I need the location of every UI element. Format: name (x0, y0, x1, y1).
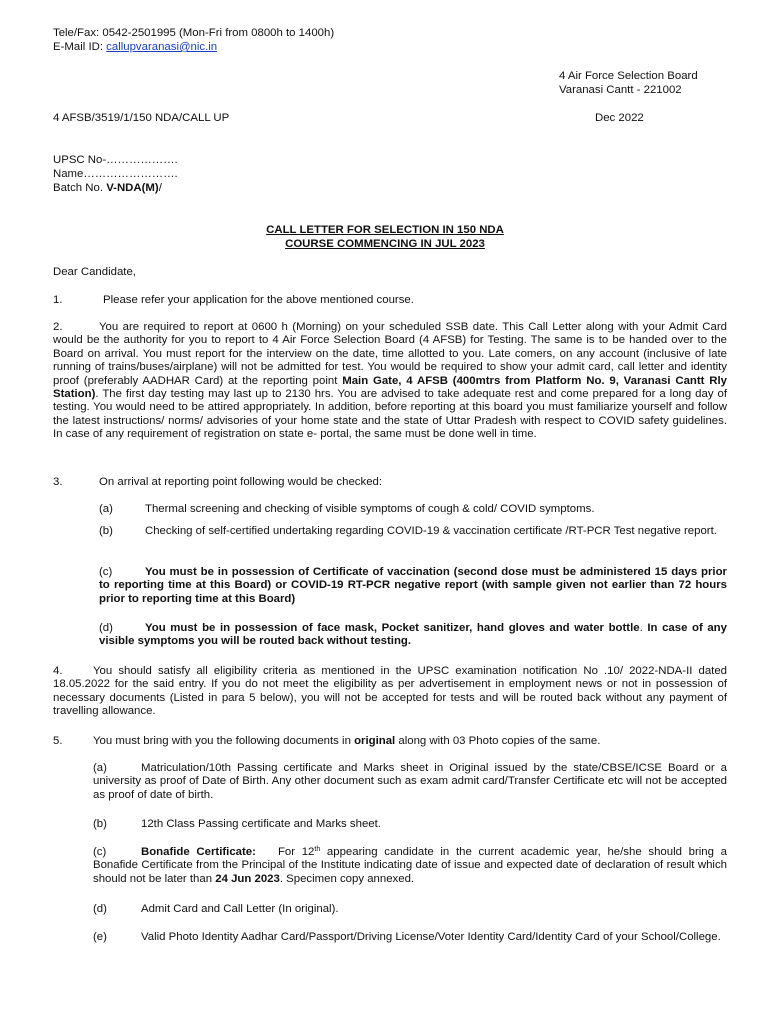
para-5b-number: (b) (93, 818, 107, 830)
para-5-number: 5. (53, 735, 63, 747)
para-3a-number: (a) (99, 503, 113, 515)
para-3d (99, 622, 727, 649)
para-5e-text: Valid Photo Identity Aadhar Card/Passport/Driving License/Voter Identity Card/Identity Card of your School/College. (141, 931, 721, 943)
para-5d-number: (d) (93, 903, 107, 915)
para-3b (99, 525, 727, 538)
para-5 (53, 735, 600, 748)
para-3-number: 3. (53, 476, 63, 488)
batch-label: Batch No. (53, 182, 107, 194)
para-2-text: You are required to report at 0600 h (Morning) on your scheduled SSB date. This Call Letter along with your Admit Card would be the authority for you to report to 4 Air Force Selection Board (4 AFSB) for Testing. The same is to be handed over to the Board on arrival. You must report for the interview on the date, time allotted to you. Late comers, on any account (inclusive of late running of trains/buses/airplane) will not be admitted for test. You would be required to show your admit card, call letter and identity proof (preferably AADHAR Card) at the reporting point (53, 321, 727, 387)
para-1-number: 1. (53, 294, 63, 306)
para-5b (93, 818, 381, 831)
salutation: Dear Candidate, (53, 266, 136, 278)
para-5e-number: (e) (93, 931, 107, 943)
para-3d-warning: In case of any visible symptoms you will be routed back without testing. (99, 622, 727, 648)
para-5c (93, 846, 727, 886)
para-5c-heading: Bonafide Certificate: (141, 846, 256, 858)
para-5d (93, 903, 339, 916)
para-1 (53, 294, 414, 307)
para-5d-text: Admit Card and Call Letter (In original). (141, 903, 339, 915)
name-field: Name……………………. (53, 168, 178, 180)
para-5c-text-end: . Specimen copy annexed. (279, 872, 415, 885)
para-5-text: You must bring with you the following documents in (93, 735, 355, 747)
para-1-text: Please refer your application for the above mentioned course. (103, 294, 414, 306)
para-3c-text: You must be in possession of Certificate of vaccination (second dose must be administered 15 days prior to reporting time at this Board) or COVID-19 RT-PCR negative report (with sample given not earlier than 72 hours prior to reporting time at this Board) (99, 566, 727, 605)
reference-number: 4 AFSB/3519/1/150 NDA/CALL UP (53, 112, 230, 124)
para-3d-sep: . (639, 622, 648, 634)
para-3b-text: Checking of self-certified undertaking regarding COVID-19 & vaccination certificate /RT-PCR Test negative report. (145, 525, 717, 537)
board-address-line2: Varanasi Cantt - 221002 (559, 84, 682, 96)
para-4 (53, 665, 727, 719)
para-3a (99, 503, 727, 516)
letter-title-line2: COURSE COMMENCING IN JUL 2023 (285, 238, 485, 250)
batch-number-field (53, 182, 162, 195)
email-link[interactable]: callupvaranasi@nic.in (106, 41, 218, 53)
para-5c-text-cont: appearing candidate in the current academic year, he/she should bring a Bonafide Certificate from the Principal of the Institute indicating date of issue and expected date of declaration of result which should not be later than (93, 846, 727, 885)
para-3d-number: (d) (99, 622, 113, 634)
para-3-text: On arrival at reporting point following would be checked: (99, 476, 383, 488)
para-3a-text: Thermal screening and checking of visible symptoms of cough & cold/ COVID symptoms. (145, 503, 595, 515)
para-5b-text: 12th Class Passing certificate and Marks sheet. (141, 818, 381, 830)
para-3b-number: (b) (99, 525, 113, 537)
para-5a-number: (a) (93, 762, 107, 774)
batch-value: V-NDA(M) (106, 182, 159, 194)
para-5a (93, 762, 727, 802)
para-2-text-cont: . The first day testing may last up to 2130 hrs. You are advised to take adequate rest and come prepared for a long day of testing. You would need to be attired appropriately. In addition, before reporting at this board you must familiarize yourself and follow the latest instructions/ norms/ advisories of your home state and the state of Uttar Pradesh with respect to COVID safety guidelines. In case of any requirement of registration on state e- portal, the same must be done well in time. (53, 388, 727, 441)
para-3c (99, 566, 727, 606)
email-label: E-Mail ID: (53, 41, 107, 53)
para-4-text: You should satisfy all eligibility criteria as mentioned in the UPSC examination notification No .10/ 2022-NDA-II dated 18.05.2022 for the said entry. If you do not meet the eligibility as per advertisement in employment news or not in possession of necessary documents (Listed in para 5 below), you will not be accepted for tests and will be routed back without any payment of travelling allowance. (53, 665, 727, 718)
para-3d-text: You must be in possession of face mask, Pocket sanitizer, hand gloves and water bottle (145, 622, 640, 634)
para-4-number: 4. (53, 665, 63, 677)
para-5a-text: Matriculation/10th Passing certificate and Marks sheet in Original issued by the state/CBSE/ICSE Board or a university as proof of Date of Birth. Any other document such as exam admit card/Transfer Certificate etc will not be accepted as proof of date of birth. (93, 762, 727, 801)
para-5c-number: (c) (93, 846, 107, 858)
para-5c-deadline: 24 Jun 2023 (215, 872, 280, 885)
para-5c-text: For 12 (277, 846, 315, 858)
para-5-original: original (354, 735, 396, 747)
letter-title-line1: CALL LETTER FOR SELECTION IN 150 NDA (266, 224, 504, 236)
para-2-number: 2. (53, 321, 63, 333)
letter-date: Dec 2022 (595, 112, 644, 124)
para-3 (53, 476, 382, 489)
para-3c-number: (c) (99, 566, 113, 578)
para-5e (93, 931, 727, 944)
email-line (53, 41, 217, 54)
para-5c-superscript: th (314, 846, 321, 853)
para-2 (53, 321, 727, 442)
telefax-line: Tele/Fax: 0542-2501995 (Mon-Fri from 0800h to 1400h) (53, 27, 335, 39)
batch-suffix: / (158, 182, 162, 194)
board-address-line1: 4 Air Force Selection Board (559, 70, 698, 82)
upsc-number-field: UPSC No-………………. (53, 154, 178, 166)
para-5-text-cont: along with 03 Photo copies of the same. (395, 735, 601, 747)
para-2-reporting-point: Main Gate, 4 AFSB (400mtrs from Platform No. 9, Varanasi Cantt Rly Station) (53, 374, 727, 401)
